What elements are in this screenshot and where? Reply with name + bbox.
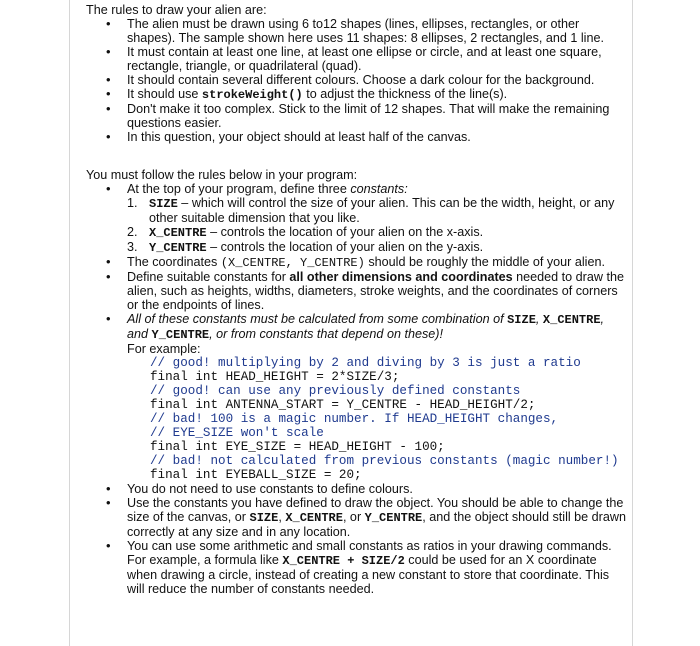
rules-heading: The rules to draw your alien are: (86, 3, 267, 17)
page-border-right (632, 0, 633, 646)
constant-y-centre: 3. Y_CENTRE – controls the location of your alien on the y-axis. (127, 240, 484, 255)
constant-size: 1. SIZE – which will control the size of your alien. This can be the width, height, or any other suitable dimension that you like. (127, 196, 615, 225)
code-example (150, 356, 626, 482)
page-border-left (69, 0, 70, 646)
document-content (86, 3, 626, 596)
program-rules-heading: You must follow the rules below in your program: (86, 168, 358, 182)
rule-shapes: • The alien must be drawn using 6 to12 shapes (lines, ellipses, rectangles, or other shapes). The sample shown here uses 11 shapes: 8 ellipses, 2 rectangles, and 1 line. (86, 17, 626, 45)
code-line: // good! multiplying by 2 and diving by 3 is just a ratio (150, 356, 581, 370)
example-label: For example: (127, 342, 201, 356)
rule-arithmetic: • You can use some arithmetic and small constants as ratios in your drawing commands. For example, a formula like X_CENTRE + SIZE/2 could be used for an X coordinate when drawing a circle, instead of creating a new constant to store that coordinate. This will reduce the number of constants needed. (86, 539, 626, 596)
rule-complexity: • Don't make it too complex. Stick to the limit of 12 shapes. That will make the remaining questions easier. (86, 102, 626, 130)
rule-dimensions: • Define suitable constants for all other dimensions and coordinates needed to draw the alien, such as heights, widths, diameters, stroke weights, and the coordinates of corners or the endpoints of lines. (86, 270, 626, 312)
rule-coordinates: • The coordinates (X_CENTRE, Y_CENTRE) should be roughly the middle of your alien. (86, 255, 626, 270)
code-line: // bad! not calculated from previous constants (magic number!) (150, 454, 619, 468)
rule-colours: • It should contain several different colours. Choose a dark colour for the background. (86, 73, 626, 87)
rule-use-constants: • Use the constants you have defined to draw the object. You should be able to change the size of the canvas, or SIZE, X_CENTRE, or Y_CENTRE, and the object should still be drawn correctly at any size and in any location. (86, 496, 626, 539)
code-line: // good! can use any previously defined constants (150, 384, 521, 398)
code-strokeweight: strokeWeight() (201, 88, 303, 102)
code-line: // EYE_SIZE won't scale (150, 426, 324, 440)
rule-stroke-weight: • It should use strokeWeight() to adjust the thickness of the line(s). (86, 87, 626, 102)
constants-list (127, 196, 626, 255)
code-line: final int HEAD_HEIGHT = 2*SIZE/3; (150, 370, 400, 384)
rule-canvas-size: • In this question, your object should at least half of the canvas. (86, 130, 626, 144)
code-line: // bad! 100 is a magic number. If HEAD_HEIGHT changes, (150, 412, 559, 426)
rule-line-ellipse-quad: • It must contain at least one line, at least one ellipse or circle, and at least one square, rectangle, triangle, or quadrilateral (quad). (86, 45, 626, 73)
rule-colours-no-constants: • You do not need to use constants to define colours. (86, 482, 626, 496)
program-rules-list (86, 182, 626, 596)
code-line: final int EYEBALL_SIZE = 20; (150, 468, 362, 482)
rule-calculated-constants: • All of these constants must be calculated from some combination of SIZE, X_CENTRE, and Y_CENTRE, or from constants that depend on these)! For example: // good! multiplying by 2 and diving by 3 is just a ratio final int HEAD_HEIGHT = 2*SIZE/3; // good! can use any previously defined constants final int ANTENNA_START = Y_CENTRE - HEAD_HEIGHT/2; // bad! 100 is a magic number. If HEAD_HEIGHT changes, // EYE_SIZE won't scale final int EYE_SIZE = HEAD_HEIGHT - 100; // bad! not calculated from previous constants (magic number!) final int EYEBALL_SIZE = 20; (86, 312, 626, 482)
code-line: final int EYE_SIZE = HEAD_HEIGHT - 100; (150, 440, 445, 454)
alien-rules-list (86, 17, 626, 144)
constant-x-centre: 2. X_CENTRE – controls the location of your alien on the x-axis. (127, 225, 484, 240)
code-line: final int ANTENNA_START = Y_CENTRE - HEAD_HEIGHT/2; (150, 398, 536, 412)
rule-define-constants: • At the top of your program, define three constants: 1. SIZE – which will control the size of your alien. This can be the width, height, or any other suitable dimension that you like. 2. X_CENTRE – controls the location of your alien on the x-axis. 3. Y_CENTRE – controls the location of your alien on the y-axis. (86, 182, 626, 255)
